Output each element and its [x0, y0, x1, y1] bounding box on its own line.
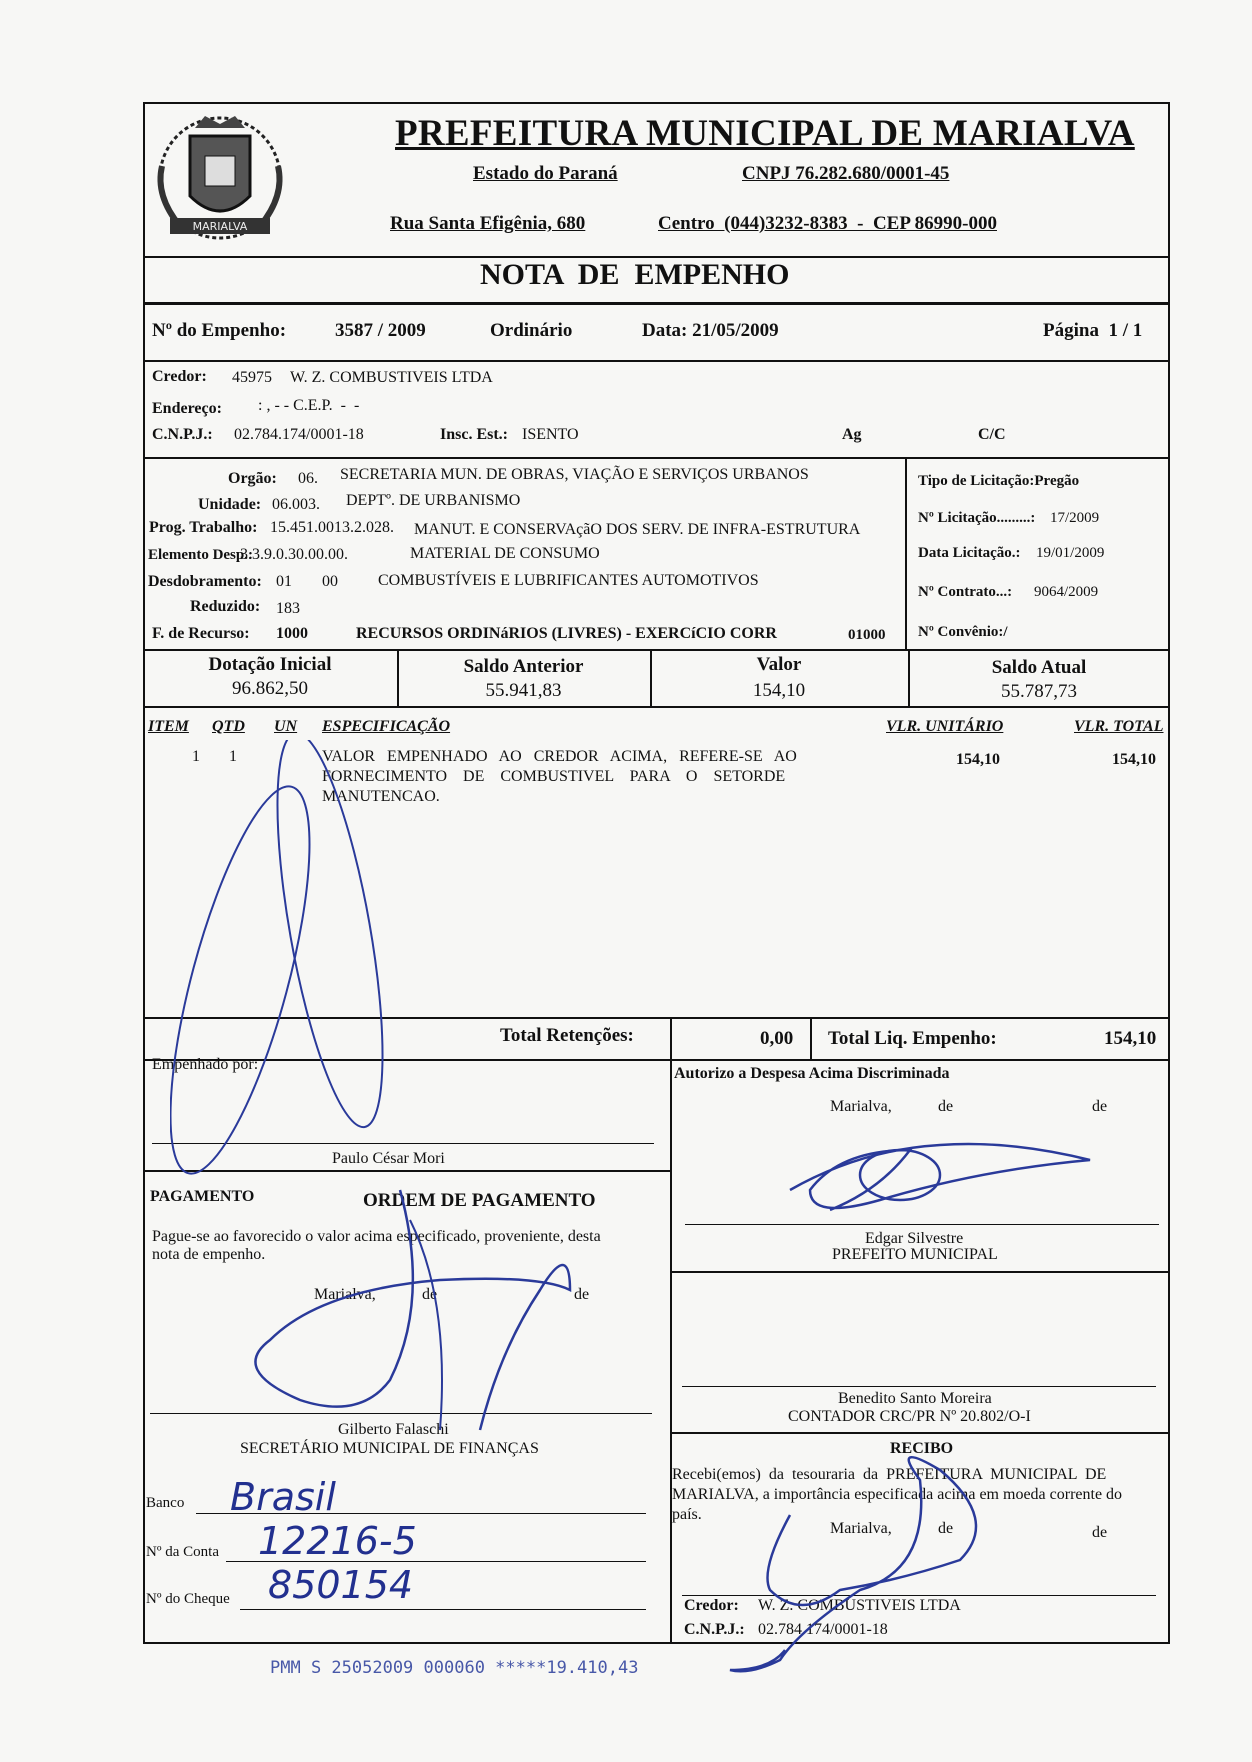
- autorizo-city: Marialva,: [830, 1098, 892, 1115]
- pagamento-de1: de: [422, 1286, 438, 1303]
- recurso-label: F. de Recurso:: [152, 625, 250, 642]
- pagamento-de2: de: [574, 1286, 590, 1303]
- item-spec-line2: FORNECIMENTO DE COMBUSTIVEL PARA O SETORDE: [322, 768, 786, 785]
- item-unit-value: 154,10: [956, 751, 1000, 768]
- autorizo-de1: de: [938, 1098, 954, 1115]
- elem-label: Elemento Desp.:: [148, 547, 253, 563]
- empenho-type: Ordinário: [490, 320, 573, 341]
- convenio-label: Nº Convênio:/: [918, 624, 1008, 640]
- recibo-text3: país.: [672, 1506, 702, 1523]
- insc-value: ISENTO: [522, 426, 579, 443]
- desd-label: Desdobramento:: [148, 573, 262, 590]
- empenhado-name: Paulo César Mori: [332, 1150, 445, 1167]
- licitacao-num-label: Nº Licitação.........:: [918, 510, 1036, 526]
- cheque-label: Nº do Cheque: [146, 1591, 230, 1607]
- contrato-value: 9064/2009: [1034, 584, 1099, 600]
- dotacao-label: Dotação Inicial: [208, 654, 332, 675]
- municipal-seal: [150, 106, 290, 256]
- empenho-number: 3587 / 2009: [335, 320, 426, 341]
- licitacao-data-value: 19/01/2009: [1036, 545, 1105, 561]
- licitacao-data-label: Data Licitação.:: [918, 545, 1021, 561]
- pagamento-label: PAGAMENTO: [150, 1188, 255, 1205]
- recibo-credor-value: W. Z. COMBUSTIVEIS LTDA: [758, 1597, 961, 1614]
- endereco-label: Endereço:: [152, 400, 222, 417]
- unidade-label: Unidade:: [198, 496, 262, 513]
- address-label: Rua Santa Efigênia, 680: [390, 213, 586, 234]
- recibo-cnpj-label: C.N.P.J.:: [684, 1621, 745, 1638]
- endereco-value: : , - - C.E.P. - -: [258, 397, 360, 414]
- saldo-anterior-label: Saldo Anterior: [463, 656, 584, 677]
- col-un: UN: [274, 718, 298, 735]
- desd-desc: COMBUSTÍVEIS E LUBRIFICANTES AUTOMOTIVOS: [378, 572, 759, 589]
- autorizo-de2: de: [1092, 1098, 1108, 1115]
- orgao-code: 06.: [298, 470, 318, 487]
- desd-a: 01: [276, 573, 292, 590]
- licitacao-num-value: 17/2009: [1050, 510, 1100, 526]
- item-total-value: 154,10: [1112, 751, 1156, 768]
- cheque-value: 850154: [268, 1563, 414, 1607]
- conta-value: 12216-5: [258, 1519, 417, 1563]
- ordem-pagamento-label: ORDEM DE PAGAMENTO: [363, 1190, 596, 1211]
- credor-code: 45975: [232, 369, 272, 386]
- reduzido-value: 183: [276, 600, 300, 617]
- item-qtd: 1: [229, 748, 237, 765]
- recibo-text1: Recebi(emos) da tesouraria da PREFEITURA MUNICIPAL DE: [672, 1466, 1107, 1483]
- cc-label: C/C: [978, 426, 1006, 443]
- saldo-anterior-value: 55.941,83: [485, 680, 562, 701]
- contrato-label: Nº Contrato...:: [918, 584, 1013, 600]
- credor-name: W. Z. COMBUSTIVEIS LTDA: [290, 369, 493, 386]
- contador-name: Benedito Santo Moreira: [838, 1390, 992, 1407]
- unidade-code: 06.003.: [272, 496, 320, 513]
- elem-desc: MATERIAL DE CONSUMO: [410, 545, 600, 562]
- total-liq-label: Total Liq. Empenho:: [828, 1028, 997, 1049]
- recibo-city: Marialva,: [830, 1520, 892, 1537]
- saldo-atual-label: Saldo Atual: [991, 657, 1087, 678]
- item-spec-line3: MANUTENCAO.: [322, 788, 440, 805]
- prog-desc: MANUT. E CONSERVAçãO DOS SERV. DE INFRA-ESTRUTURA: [414, 521, 861, 538]
- total-retencoes-value: 0,00: [760, 1028, 794, 1049]
- payment-stamp: PMM S 25052009 000060 *****19.410,43: [270, 1658, 639, 1678]
- credor-label: Credor:: [152, 368, 207, 385]
- contact-label: Centro (044)3232-8383 - CEP 86990-000: [658, 213, 997, 234]
- prefeito-role: PREFEITO MUNICIPAL: [832, 1246, 998, 1263]
- col-unit: VLR. UNITÁRIO: [886, 718, 1004, 735]
- item-spec-line1: VALOR EMPENHADO AO CREDOR ACIMA, REFERE-SE AO: [322, 748, 797, 765]
- dotacao-value: 96.862,50: [232, 678, 308, 699]
- empenhado-label: Empenhado por:: [152, 1056, 259, 1073]
- item-number: 1: [192, 748, 200, 765]
- recurso-num: 01000: [848, 627, 886, 643]
- recurso-desc: RECURSOS ORDINáRIOS (LIVRES) - EXERCíCIO CORR: [356, 625, 777, 642]
- saldo-atual-value: 55.787,73: [1001, 681, 1077, 702]
- orgao-desc: SECRETARIA MUN. DE OBRAS, VIAÇÃO E SERVIÇOS URBANOS: [340, 466, 809, 483]
- seal-banner-text: MARIALVA: [192, 220, 248, 233]
- prog-label: Prog. Trabalho:: [149, 519, 258, 536]
- banco-value: Brasil: [230, 1475, 336, 1519]
- ag-label: Ag: [842, 426, 862, 443]
- valor-label: Valor: [756, 654, 802, 675]
- conta-label: Nº da Conta: [146, 1544, 219, 1560]
- contador-role: CONTADOR CRC/PR Nº 20.802/O-I: [788, 1408, 1031, 1425]
- recibo-cnpj-value: 02.784.174/0001-18: [758, 1621, 888, 1638]
- pagamento-city: Marialva,: [314, 1286, 376, 1303]
- secretario-role: SECRETÁRIO MUNICIPAL DE FINANÇAS: [240, 1440, 539, 1457]
- cnpj-credor-value: 02.784.174/0001-18: [234, 426, 364, 443]
- insc-label: Insc. Est.:: [440, 426, 509, 443]
- unidade-desc: DEPTº. DE URBANISMO: [346, 492, 521, 509]
- total-liq-value: 154,10: [1104, 1028, 1157, 1049]
- recibo-text2: MARIALVA, a importância especificada acima em moeda corrente do: [672, 1486, 1123, 1503]
- autorizo-label: Autorizo a Despesa Acima Discriminada: [674, 1065, 950, 1082]
- col-total: VLR. TOTAL: [1074, 718, 1164, 735]
- recibo-credor-label: Credor:: [684, 1597, 739, 1614]
- recibo-title: RECIBO: [890, 1440, 954, 1457]
- reduzido-label: Reduzido:: [190, 598, 261, 615]
- col-qtd: QTD: [212, 718, 245, 735]
- col-spec: ESPECIFICAÇÃO: [322, 718, 451, 735]
- licitacao-tipo: Tipo de Licitação:Pregão: [918, 473, 1080, 489]
- desd-b: 00: [322, 573, 338, 590]
- page-title: PREFEITURA MUNICIPAL DE MARIALVA: [395, 113, 1135, 154]
- elem-code: 3.3.9.0.30.00.00.: [240, 546, 348, 563]
- page-number: Página 1 / 1: [1043, 320, 1143, 341]
- cnpj-credor-label: C.N.P.J.:: [152, 426, 213, 443]
- pagamento-text1: Pague-se ao favorecido o valor acima especificado, proveniente, desta: [152, 1228, 601, 1245]
- recibo-de2: de: [1092, 1524, 1108, 1541]
- recurso-code: 1000: [276, 625, 308, 642]
- state-label: Estado do Paraná: [473, 163, 618, 184]
- banco-label: Banco: [146, 1495, 185, 1511]
- prog-code: 15.451.0013.2.028.: [270, 519, 394, 536]
- pagamento-text2: nota de empenho.: [152, 1246, 266, 1263]
- empenho-date: Data: 21/05/2009: [642, 320, 779, 341]
- total-retencoes-label: Total Retenções:: [500, 1025, 634, 1046]
- valor-value: 154,10: [752, 680, 806, 701]
- secretario-name: Gilberto Falaschi: [338, 1421, 449, 1438]
- recibo-de1: de: [938, 1520, 954, 1537]
- col-item: ITEM: [148, 718, 189, 735]
- document-title: NOTA DE EMPENHO: [480, 258, 790, 291]
- prefeito-name: Edgar Silvestre: [865, 1230, 964, 1247]
- orgao-label: Orgão:: [228, 470, 277, 487]
- empenho-label: Nº do Empenho:: [152, 320, 287, 341]
- cnpj-label: CNPJ 76.282.680/0001-45: [742, 163, 950, 184]
